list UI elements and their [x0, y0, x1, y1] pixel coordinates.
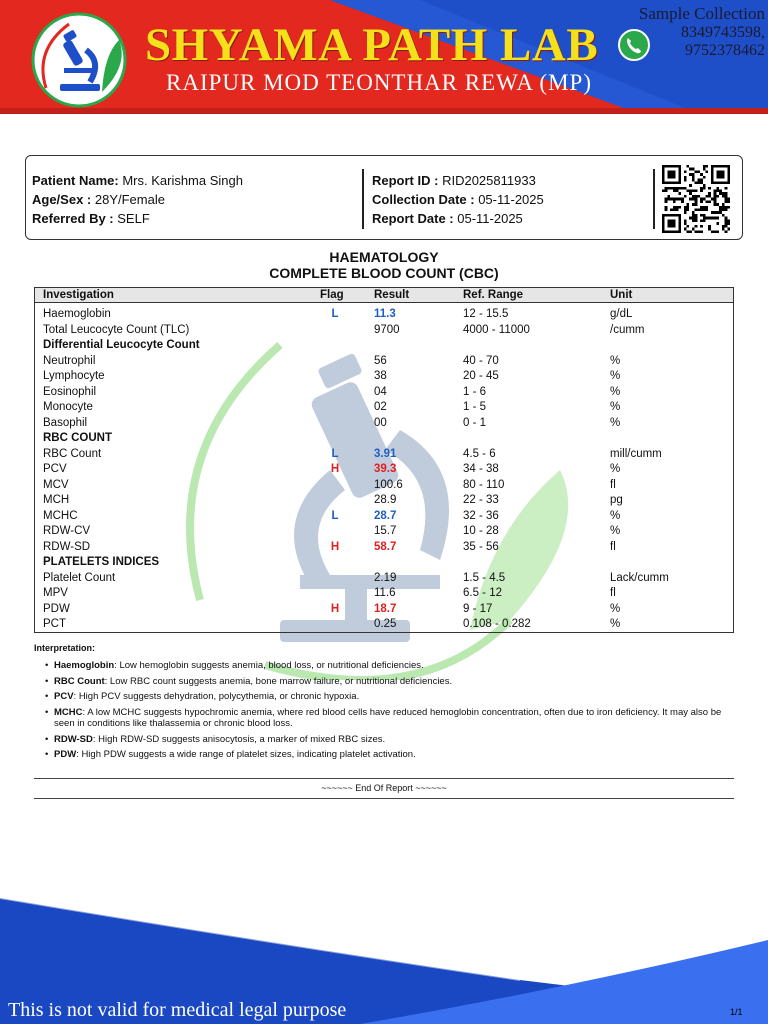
interpretation-text: : High RDW-SD suggests anisocytosis, a marker of mixed RBC sizes.	[92, 733, 386, 745]
lab-header	[0, 0, 768, 114]
reference-range: 22 - 33	[463, 494, 499, 506]
investigation-name: RDW-SD	[43, 540, 91, 553]
result-value: 3.91	[374, 447, 397, 460]
phone-number[interactable]: 9752378462	[685, 42, 765, 59]
result-value: 02	[374, 401, 387, 413]
result-unit: pg	[610, 494, 623, 506]
table-row	[35, 369, 733, 385]
referred-by: SELF	[117, 211, 150, 226]
qr-code-icon[interactable]	[662, 165, 730, 233]
result-flag: H	[330, 540, 340, 553]
result-unit: g/dL	[610, 308, 633, 320]
interpretation-term: Haemoglobin	[54, 660, 115, 671]
interpretation-term: PCV	[54, 691, 74, 702]
table-row	[35, 586, 733, 602]
result-unit: %	[610, 509, 621, 522]
table-row	[35, 540, 733, 556]
result-unit: %	[610, 463, 621, 475]
interpretation-text: : Low RBC count suggests anemia, bone marrow failure, or nutritional deficiencies.	[104, 675, 453, 687]
investigation-name: PLATELETS INDICES	[43, 556, 160, 568]
lab-address: RAIPUR MOD TEONTHAR REWA (MP)	[166, 70, 592, 95]
divider	[34, 778, 734, 779]
result-value: 18.7	[374, 602, 397, 615]
result-flag: L	[331, 308, 339, 320]
table-row	[35, 307, 733, 323]
reference-range: 20 - 45	[463, 370, 499, 382]
investigation-name: RBC COUNT	[43, 432, 112, 444]
reference-range: 1.5 - 4.5	[463, 571, 506, 584]
investigation-name: Differential Leucocyte Count	[43, 339, 200, 351]
header-investigation: Investigation	[43, 289, 114, 301]
result-unit: fl	[610, 587, 616, 599]
result-unit: Lack/cumm	[610, 571, 669, 584]
table-row	[35, 462, 733, 478]
investigation-name: PCV	[43, 463, 67, 475]
result-unit: %	[610, 385, 621, 398]
table-row	[35, 447, 733, 463]
result-value: 11.3	[374, 308, 396, 320]
result-unit: %	[610, 416, 621, 429]
result-unit: %	[610, 525, 621, 537]
report-id-row	[372, 171, 544, 190]
result-value: 58.7	[374, 540, 397, 553]
investigation-name: RDW-CV	[43, 525, 91, 537]
result-value: 9700	[374, 323, 400, 336]
result-unit: %	[610, 618, 621, 630]
reference-range: 4.5 - 6	[463, 447, 496, 460]
table-row	[35, 478, 733, 494]
reference-range: 32 - 36	[463, 509, 499, 522]
divider	[653, 169, 655, 229]
result-value: 100.6	[374, 478, 403, 491]
reference-range: 1 - 6	[463, 385, 487, 398]
result-flag: L	[331, 509, 339, 522]
header-ref-range: Ref. Range	[463, 289, 524, 301]
table-section-heading	[35, 431, 733, 447]
interpretation-text: : High PCV suggests dehydration, polycythemia, or chronic hypoxia.	[73, 691, 360, 702]
result-value: 38	[374, 370, 387, 382]
referred-by-row	[32, 209, 243, 228]
test-title: COMPLETE BLOOD COUNT (CBC)	[269, 265, 499, 281]
investigation-name: MCV	[43, 478, 69, 491]
result-unit: %	[610, 354, 621, 367]
table-row	[35, 323, 733, 339]
reference-range: 12 - 15.5	[463, 308, 509, 320]
result-value: 28.9	[374, 494, 397, 506]
result-value: 00	[374, 416, 387, 429]
investigation-name: PDW	[43, 602, 70, 615]
table-row	[35, 400, 733, 416]
reference-range: 0 - 1	[463, 416, 487, 429]
header-result: Result	[374, 289, 410, 301]
header-flag: Flag	[320, 289, 344, 301]
results-table	[34, 287, 734, 633]
result-value: 15.7	[374, 525, 397, 537]
divider	[362, 169, 364, 229]
interpretation-item	[44, 691, 744, 703]
result-unit: fl	[610, 540, 616, 553]
divider	[34, 798, 734, 799]
patient-info-box	[25, 155, 743, 240]
table-row	[35, 385, 733, 401]
report-date-row	[372, 209, 544, 228]
collection-date: 05-11-2025	[478, 192, 544, 207]
reference-range: 40 - 70	[463, 354, 499, 367]
patient-name: Mrs. Karishma Singh	[122, 173, 243, 188]
end-of-report: ~~~~~~ End Of Report ~~~~~~	[321, 783, 447, 793]
result-value: 2.19	[374, 571, 397, 584]
result-unit: mill/cumm	[610, 447, 662, 460]
investigation-name: Basophil	[43, 416, 88, 429]
collection-date-row	[372, 190, 544, 209]
reference-range: 34 - 38	[463, 463, 499, 475]
reference-range: 35 - 56	[463, 540, 499, 553]
reference-range: 1 - 5	[463, 401, 487, 413]
interpretation-term: RDW-SD	[54, 733, 93, 745]
interpretation-title: Interpretation:	[34, 643, 96, 653]
result-flag: H	[330, 602, 340, 615]
reference-range: 9 - 17	[463, 602, 493, 615]
interpretation-term: PDW	[54, 749, 77, 760]
header-unit: Unit	[610, 289, 633, 301]
table-section-heading	[35, 555, 733, 571]
patient-name-label: Patient Name:	[32, 173, 119, 188]
interpretation-item	[44, 660, 744, 672]
referred-by-label: Referred By :	[32, 211, 114, 226]
interpretation-item	[44, 676, 744, 688]
reference-range: 0.108 - 0.282	[463, 618, 531, 630]
age-sex-row	[32, 190, 243, 209]
interpretation-text: : High PDW suggests a wide range of platelet sizes, indicating platelet activation.	[76, 749, 416, 760]
interpretation-list	[44, 660, 744, 765]
patient-details	[32, 171, 243, 228]
table-header	[35, 288, 733, 303]
interpretation-item	[44, 749, 744, 761]
investigation-name: Platelet Count	[43, 571, 116, 584]
interpretation-text: : A low MCHC suggests hypochromic anemia, where red blood cells have reduced hemoglobin concentration, often due to iron deficiency. It may also be seen in conditions like thalassemia or chronic blood loss.	[54, 706, 722, 729]
patient-name-row	[32, 171, 243, 190]
sample-collection-contact	[615, 4, 765, 60]
result-unit: fl	[610, 478, 616, 491]
result-unit: %	[610, 370, 621, 382]
investigation-name: MCH	[43, 494, 70, 506]
interpretation-text: : Low hemoglobin suggests anemia, blood loss, or nutritional deficiencies.	[114, 660, 424, 671]
contact-title: Sample Collection	[638, 4, 765, 23]
report-date-label: Report Date :	[372, 211, 454, 226]
reference-range: 80 - 110	[463, 478, 505, 491]
lab-name: SHYAMA PATH LAB	[145, 19, 599, 71]
table-row	[35, 602, 733, 618]
result-unit: /cumm	[610, 323, 645, 336]
microscope-logo-icon	[24, 10, 134, 110]
report-details	[372, 171, 544, 228]
result-value: 11.6	[374, 587, 396, 599]
table-row	[35, 354, 733, 370]
result-unit: %	[610, 401, 621, 413]
report-date: 05-11-2025	[457, 211, 523, 226]
disclaimer: This is not valid for medical legal purpose	[8, 999, 347, 1021]
department-title: HAEMATOLOGY	[329, 249, 439, 265]
table-row	[35, 493, 733, 509]
collection-date-label: Collection Date :	[372, 192, 475, 207]
interpretation-item	[44, 707, 744, 730]
investigation-name: Neutrophil	[43, 354, 96, 367]
age-sex: 28Y/Female	[94, 192, 165, 207]
result-value: 28.7	[374, 509, 397, 522]
phone-number[interactable]: 8349743598,	[681, 24, 765, 41]
interpretation-item	[44, 734, 744, 746]
result-value: 56	[374, 354, 387, 367]
report-id-label: Report ID :	[372, 173, 439, 188]
page-number: 1/1	[730, 1007, 743, 1017]
table-body	[35, 307, 733, 633]
result-value: 39.3	[374, 463, 397, 475]
age-sex-label: Age/Sex :	[32, 192, 92, 207]
reference-range: 10 - 28	[463, 525, 499, 537]
table-section-heading	[35, 338, 733, 354]
investigation-name: Monocyte	[43, 401, 93, 413]
investigation-name: RBC Count	[43, 447, 102, 460]
investigation-name: Eosinophil	[43, 385, 97, 398]
result-flag: H	[330, 463, 340, 475]
reference-range: 6.5 - 12	[463, 587, 502, 599]
result-flag: L	[331, 447, 339, 460]
report-id: RID2025811933	[442, 173, 536, 188]
investigation-name: Lymphocyte	[43, 370, 105, 382]
interpretation-term: MCHC	[54, 706, 83, 718]
table-row	[35, 416, 733, 432]
investigation-name: MCHC	[43, 509, 78, 522]
interpretation-term: RBC Count	[54, 675, 105, 687]
investigation-name: PCT	[43, 618, 66, 630]
investigation-name: Haemoglobin	[43, 308, 111, 320]
table-row	[35, 509, 733, 525]
investigation-name: Total Leucocyte Count (TLC)	[43, 323, 190, 336]
investigation-name: MPV	[43, 587, 68, 599]
table-row	[35, 617, 733, 633]
result-value: 0.25	[374, 618, 397, 630]
result-value: 04	[374, 385, 387, 398]
table-row	[35, 524, 733, 540]
reference-range: 4000 - 11000	[463, 323, 530, 336]
table-row	[35, 571, 733, 587]
result-unit: %	[610, 602, 621, 615]
